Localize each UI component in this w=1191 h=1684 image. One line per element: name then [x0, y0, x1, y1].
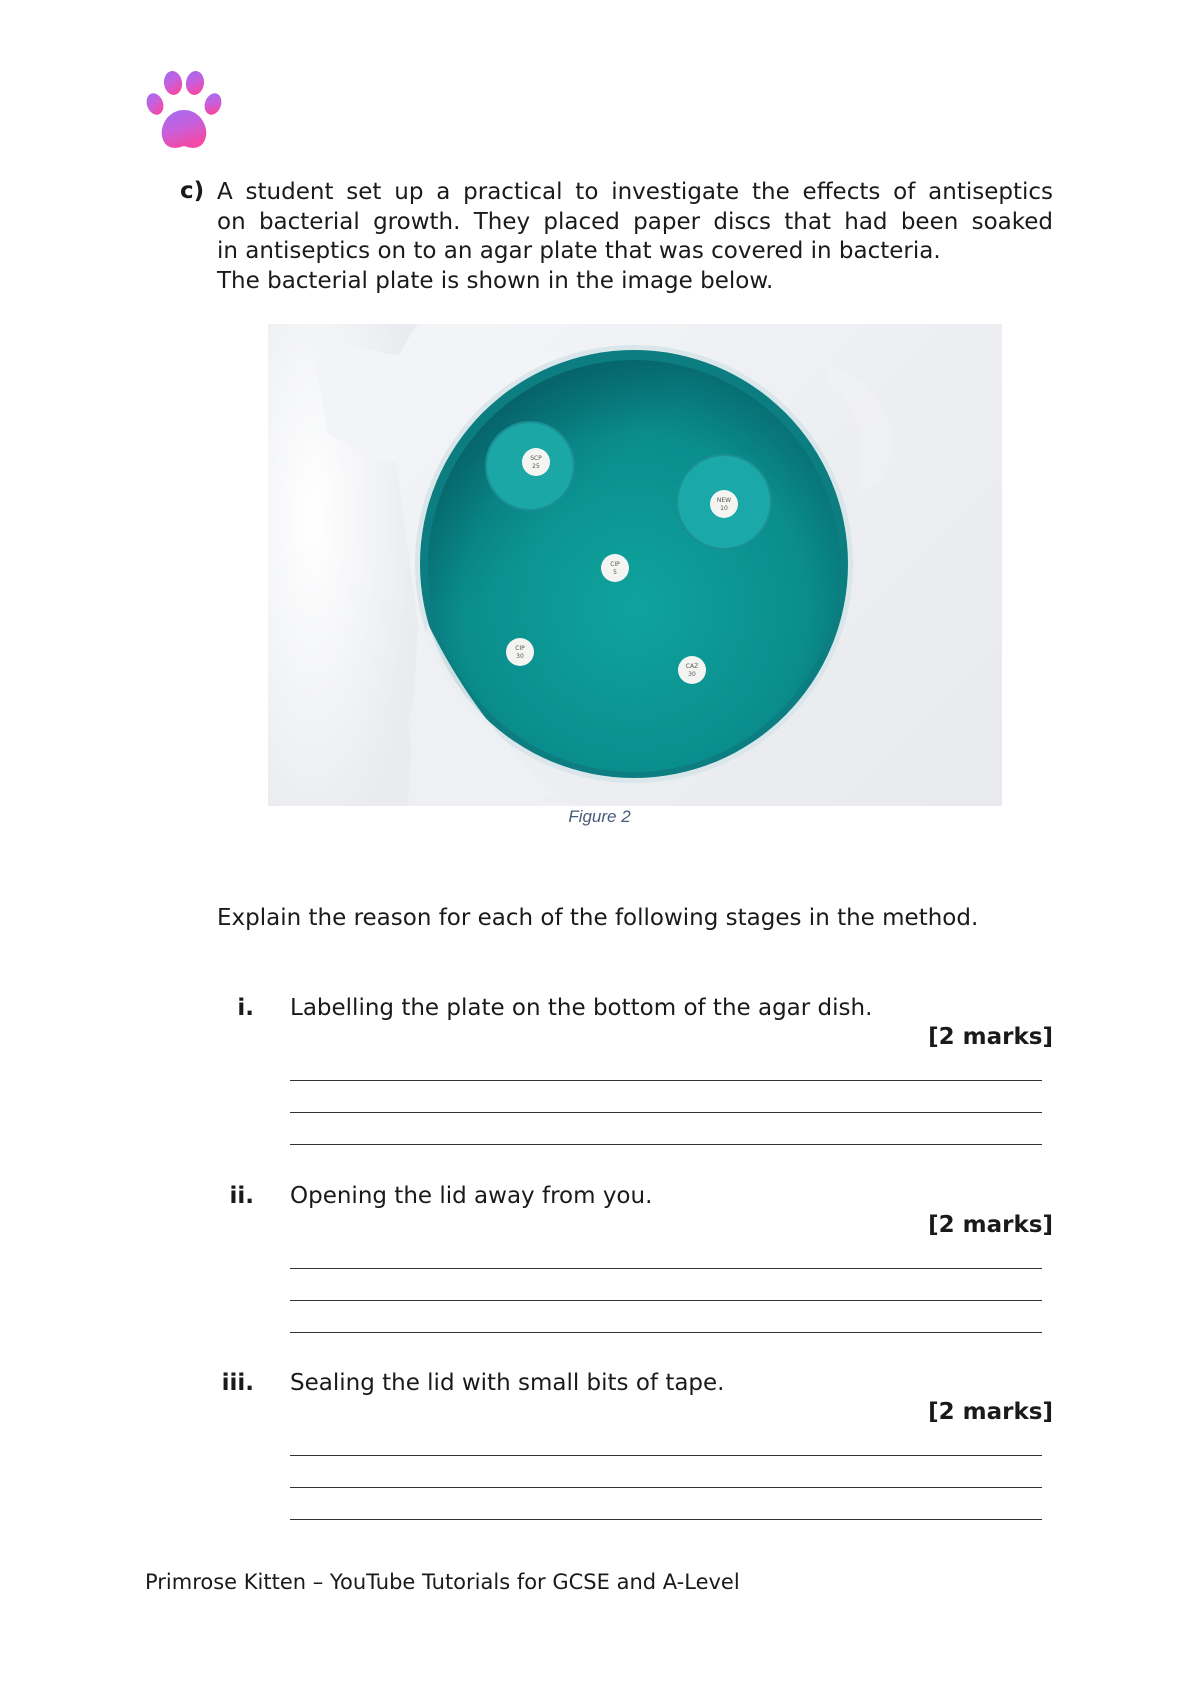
- disc-label: CAZ: [685, 663, 699, 670]
- answer-line[interactable]: [290, 1112, 1042, 1113]
- page-footer: Primrose Kitten – YouTube Tutorials for GCSE and A-Level: [145, 1570, 740, 1594]
- answer-line[interactable]: [290, 1519, 1042, 1520]
- intro-line: The bacterial plate is shown in the image below.: [217, 267, 774, 294]
- paw-print-icon: [146, 70, 222, 152]
- marks-label: [2 marks]: [928, 1399, 1053, 1425]
- answer-line[interactable]: [290, 1332, 1042, 1333]
- answer-line[interactable]: [290, 1455, 1042, 1456]
- disc-label: NEW: [716, 497, 732, 504]
- question-label: c): [180, 178, 205, 204]
- disc-label: SCP: [530, 455, 542, 462]
- answer-line[interactable]: [290, 1487, 1042, 1488]
- part-number: ii.: [229, 1183, 254, 1209]
- question-intro: [217, 178, 1053, 296]
- part-number: iii.: [221, 1370, 254, 1396]
- disc-4: [506, 638, 534, 666]
- disc-label: 25: [532, 463, 540, 470]
- disc-label: 5: [613, 569, 617, 576]
- disc-label: 30: [688, 671, 696, 678]
- figure-caption: Figure 2: [568, 807, 631, 826]
- disc-label: CIP: [515, 645, 525, 652]
- intro-line: A student set up a practical to investigate the effects of antiseptics: [217, 179, 1053, 205]
- instruction-text: Explain the reason for each of the following stages in the method.: [217, 905, 979, 931]
- disc-1: [522, 448, 550, 476]
- part-text: Labelling the plate on the bottom of the agar dish.: [290, 995, 873, 1021]
- disc-label: 10: [720, 505, 728, 512]
- marks-label: [2 marks]: [928, 1024, 1053, 1050]
- part-text: Opening the lid away from you.: [290, 1183, 653, 1209]
- intro-line: in antiseptics on to an agar plate that was covered in bacteria.: [217, 238, 941, 264]
- answer-line[interactable]: [290, 1300, 1042, 1301]
- part-number: i.: [237, 995, 254, 1021]
- disc-5: [678, 656, 706, 684]
- agar-plate-figure: [268, 324, 1002, 806]
- intro-line: on bacterial growth. They placed paper discs that had been soaked: [217, 208, 1053, 235]
- disc-3: [601, 554, 629, 582]
- marks-label: [2 marks]: [928, 1212, 1053, 1238]
- disc-2: [710, 490, 738, 518]
- answer-line[interactable]: [290, 1268, 1042, 1269]
- answer-line[interactable]: [290, 1144, 1042, 1145]
- answer-line[interactable]: [290, 1080, 1042, 1081]
- part-text: Sealing the lid with small bits of tape.: [290, 1370, 725, 1396]
- disc-label: CIP: [610, 561, 620, 568]
- disc-label: 30: [516, 653, 524, 660]
